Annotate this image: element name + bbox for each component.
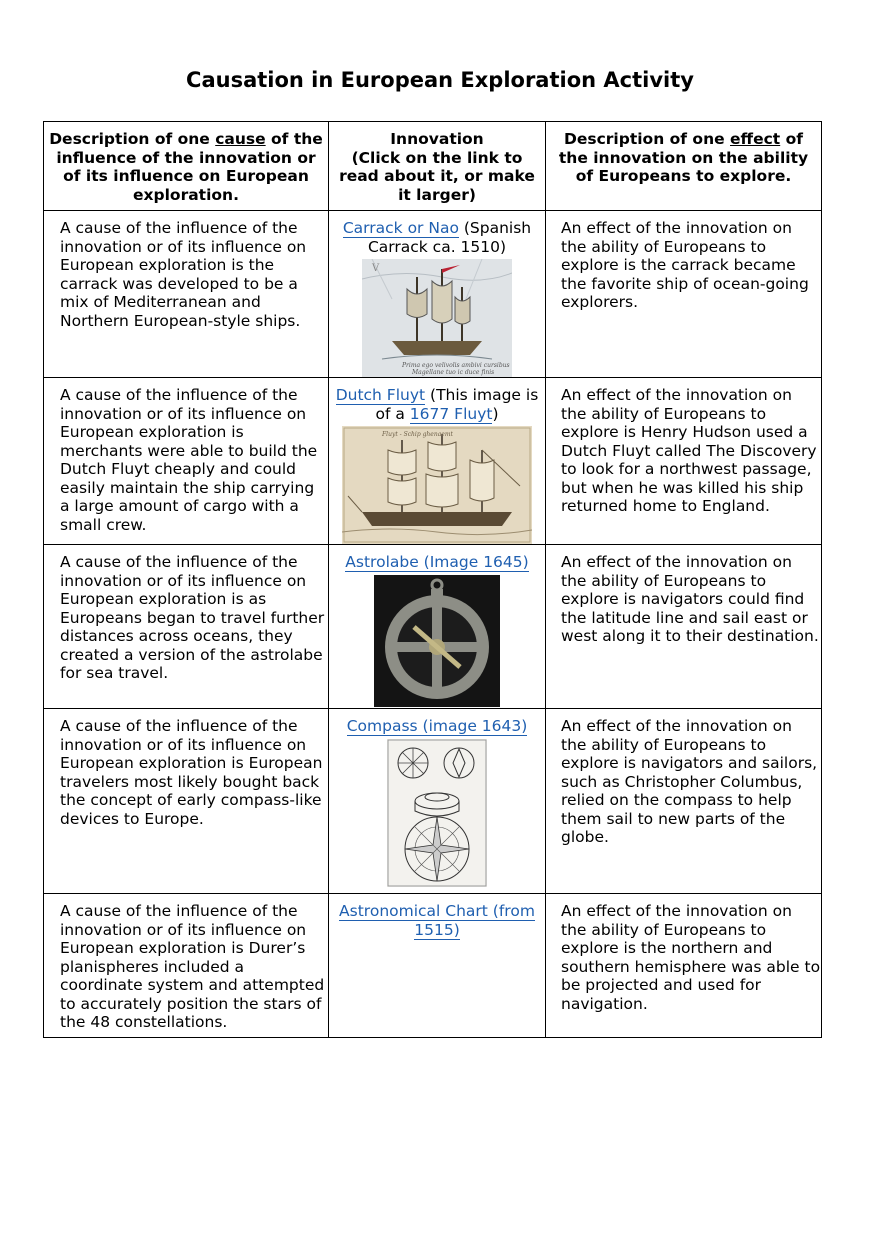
- table-row: [44, 378, 822, 545]
- compass-link[interactable]: Compass (image 1643): [346, 717, 528, 735]
- compass-image[interactable]: [387, 739, 487, 887]
- header-effect: Description of one effect of the innovation on the ability of Europeans to explore.: [546, 122, 822, 211]
- svg-text:V: V: [372, 263, 380, 274]
- effect-cell: An effect of the innovation on the ability of Europeans to explore is navigators could find the latitude line and sail east or west along it to their destination.: [546, 545, 822, 709]
- dutch-fluyt-image[interactable]: [342, 426, 532, 544]
- fluyt-1677-link[interactable]: 1677 Fluyt: [409, 404, 493, 423]
- exploration-table: [43, 121, 822, 1038]
- table-row: [44, 545, 822, 709]
- svg-text:Fluyt - Schip ghenaemt: Fluyt - Schip ghenaemt: [382, 431, 453, 438]
- cause-cell: A cause of the influence of the innovation or of its influence on European exploration is Durer’s planispheres included a coordinate system and attempted to accurately position the stars of the 48 constellations.: [44, 894, 329, 1038]
- carrack-link[interactable]: Carrack or Nao: [342, 219, 459, 237]
- cause-cell: A cause of the influence of the innovation or of its influence on European exploration is European travelers most likely bought back the concept of early compass-like devices to Europe.: [44, 709, 329, 894]
- table-row: [44, 894, 822, 1038]
- innovation-cell: [329, 894, 546, 1038]
- svg-text:Magellane tuo ic duce finis: Magellane tuo ic duce finis: [412, 369, 495, 376]
- carrack-ship-image[interactable]: [362, 259, 512, 377]
- header-row: [44, 122, 822, 211]
- cause-cell: A cause of the influence of the innovation or of its influence on European exploration is merchants were able to build the Dutch Fluyt cheaply and could easily maintain the ship carrying a large amount of cargo with a small crew.: [44, 378, 329, 545]
- innovation-cell: [329, 545, 546, 709]
- innovation-cell: Carrack or Nao (Spanish Carrack ca. 1510) V Prima ego velivolis ambivi cursibus Magellane tuo ic duce finis: [329, 211, 546, 378]
- effect-cell: An effect of the innovation on the ability of Europeans to explore is navigators and sailors, such as Christopher Columbus, relied on the compass to help them sail to new parts of the globe.: [546, 709, 822, 894]
- cause-cell: A cause of the influence of the innovation or of its influence on European exploration is the carrack was developed to be a mix of Mediterranean and Northern European-style ships.: [44, 211, 329, 378]
- innovation-cell: [329, 709, 546, 894]
- header-innovation: Innovation (Click on the link to read about it, or make it larger): [329, 122, 546, 211]
- table-row: [44, 211, 822, 378]
- cause-cell: A cause of the influence of the innovation or of its influence on European exploration is as Europeans began to travel further distances across oceans, they created a version of the astrolabe for sea travel.: [44, 545, 329, 709]
- table-row: [44, 709, 822, 894]
- astrolabe-link[interactable]: Astrolabe (Image 1645): [345, 553, 529, 571]
- effect-cell: An effect of the innovation on the ability of Europeans to explore is Henry Hudson used a Dutch Fluyt called The Discovery to look for a northwest passage, but when he was killed his ship returned home to England.: [546, 378, 822, 545]
- header-cause: Description of one cause of the influence of the innovation or of its influence on European exploration.: [44, 122, 329, 211]
- page-title: Causation in European Exploration Activity: [186, 68, 694, 92]
- dutch-fluyt-link[interactable]: Dutch Fluyt: [335, 386, 426, 404]
- innovation-cell: Dutch Fluyt (This image is of a 1677 Fluyt) Fluyt - Schip ghenaemt: [329, 378, 546, 545]
- effect-cell: An effect of the innovation on the ability of Europeans to explore is the northern and southern hemisphere was able to be projected and used for navigation.: [546, 894, 822, 1038]
- astronomical-chart-link[interactable]: Astronomical Chart (from 1515): [339, 902, 535, 939]
- effect-cell: An effect of the innovation on the ability of Europeans to explore is the carrack became the favorite ship of ocean-going explorers.: [546, 211, 822, 378]
- svg-text:Prima ego velivolis ambivi cur: Prima ego velivolis ambivi cursibus: [402, 362, 510, 369]
- astrolabe-image[interactable]: [374, 575, 500, 707]
